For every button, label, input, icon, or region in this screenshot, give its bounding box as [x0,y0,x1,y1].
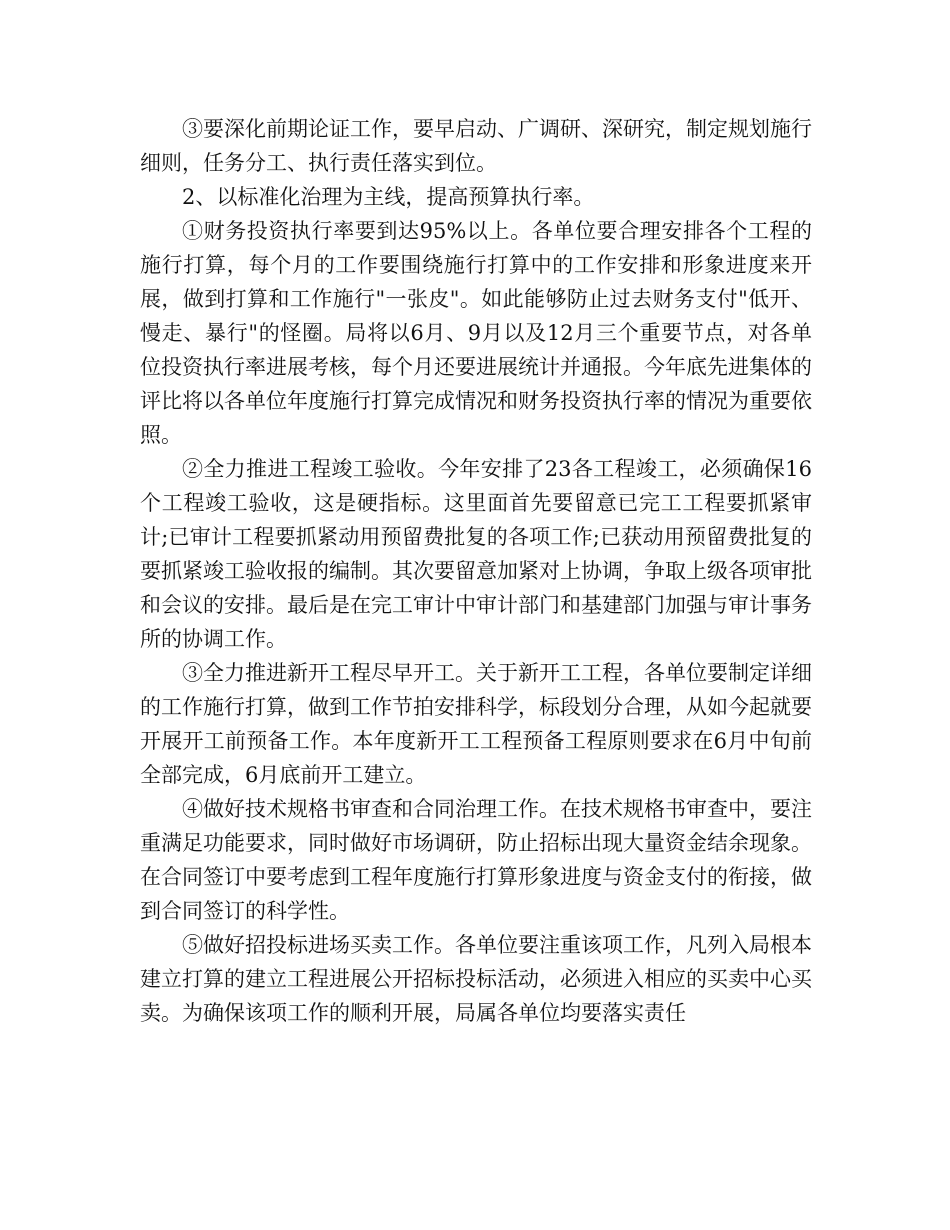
paragraph: ③要深化前期论证工作，要早启动、广调研、深研究，制定规划施行细则，任务分工、执行责任落实到位。 [140,117,812,175]
paragraph: ①财务投资执行率要到达95%以上。各单位要合理安排各个工程的施行打算，每个月的工作要围绕施行打算中的工作安排和形象进度来开展，做到打算和工作施行"一张皮"。如此能够防止过去财务支付"低开、慢走、暴行"的怪圈。局将以6月、9月以及12月三个重要节点，对各单位投资执行率进展考核，每个月还要进展统计并通报。今年底先进集体的评比将以各单位年度施行打算完成情况和财务投资执行率的情况为重要依照。 [140,219,812,447]
paragraph: ②全力推进工程竣工验收。今年安排了23各工程竣工，必须确保16个工程竣工验收，这是硬指标。这里面首先要留意已完工工程要抓紧审计;已审计工程要抓紧动用预留费批复的各项工作;已获动用预留费批复的要抓紧竣工验收报的编制。其次要留意加紧对上协调，争取上级各项审批和会议的安排。最后是在完工审计中审计部门和基建部门加强与审计事务所的协调工作。 [140,457,812,651]
document-body [140,112,812,1030]
paragraph: ⑤做好招投标进场买卖工作。各单位要注重该项工作，凡列入局根本建立打算的建立工程进展公开招标投标活动，必须进入相应的买卖中心买卖。为确保该项工作的顺利开展，局属各单位均要落实责任 [140,933,812,1025]
paragraph: ④做好技术规格书审查和合同治理工作。在技术规格书审查中，要注重满足功能要求，同时做好市场调研，防止招标出现大量资金结余现象。在合同签订中要考虑到工程年度施行打算形象进度与资金支付的衔接，做到合同签订的科学性。 [140,797,812,923]
paragraph: ③全力推进新开工程尽早开工。关于新开工工程，各单位要制定详细的工作施行打算，做到工作节拍安排科学，标段划分合理，从如今起就要开展开工前预备工作。本年度新开工工程预备工程原则要求在6月中旬前全部完成，6月底前开工建立。 [140,661,812,787]
paragraph: 2、以标准化治理为主线，提高预算执行率。 [182,185,595,209]
